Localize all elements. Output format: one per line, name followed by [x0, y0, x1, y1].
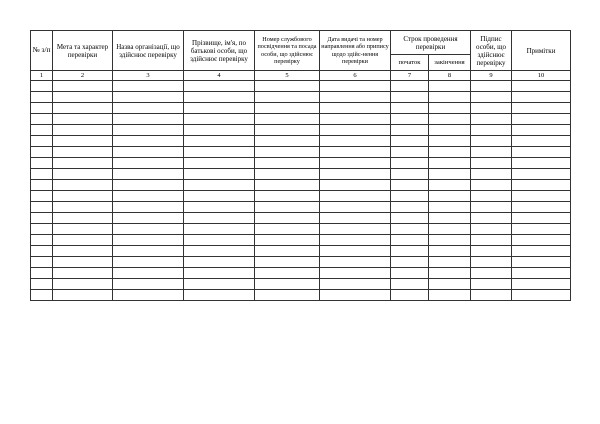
table-row: [31, 125, 571, 136]
empty-cell: [113, 224, 184, 235]
empty-cell: [320, 125, 391, 136]
table-row: [31, 213, 571, 224]
empty-cell: [53, 180, 113, 191]
empty-cell: [429, 246, 471, 257]
empty-cell: [512, 235, 571, 246]
empty-cell: [31, 268, 53, 279]
empty-cell: [429, 147, 471, 158]
empty-cell: [31, 92, 53, 103]
empty-cell: [113, 246, 184, 257]
column-number: 9: [471, 71, 512, 81]
empty-cell: [255, 92, 320, 103]
empty-cell: [471, 114, 512, 125]
empty-cell: [184, 92, 255, 103]
empty-cell: [184, 125, 255, 136]
table-row: [31, 268, 571, 279]
empty-cell: [255, 125, 320, 136]
empty-cell: [471, 158, 512, 169]
empty-cell: [184, 213, 255, 224]
empty-cell: [113, 136, 184, 147]
empty-cell: [429, 169, 471, 180]
empty-cell: [512, 246, 571, 257]
empty-cell: [391, 103, 429, 114]
empty-cell: [255, 213, 320, 224]
empty-cell: [255, 147, 320, 158]
empty-cell: [320, 279, 391, 290]
header-term-group: Строк проведення перевірки: [391, 31, 471, 55]
column-number: 6: [320, 71, 391, 81]
empty-cell: [512, 257, 571, 268]
empty-cell: [320, 224, 391, 235]
empty-cell: [31, 202, 53, 213]
column-number: 4: [184, 71, 255, 81]
empty-cell: [53, 158, 113, 169]
empty-cell: [429, 125, 471, 136]
empty-cell: [471, 103, 512, 114]
empty-cell: [512, 213, 571, 224]
empty-cell: [255, 268, 320, 279]
empty-cell: [184, 103, 255, 114]
empty-cell: [429, 92, 471, 103]
empty-cell: [184, 290, 255, 301]
empty-cell: [53, 235, 113, 246]
empty-cell: [53, 147, 113, 158]
empty-cell: [113, 235, 184, 246]
empty-cell: [255, 169, 320, 180]
empty-cell: [31, 235, 53, 246]
empty-cell: [31, 180, 53, 191]
table-row: [31, 114, 571, 125]
empty-cell: [320, 246, 391, 257]
empty-cell: [31, 191, 53, 202]
empty-cell: [429, 114, 471, 125]
table-row: [31, 191, 571, 202]
empty-cell: [391, 114, 429, 125]
empty-cell: [113, 257, 184, 268]
empty-cell: [184, 279, 255, 290]
empty-cell: [320, 191, 391, 202]
empty-cell: [471, 268, 512, 279]
table-row: [31, 257, 571, 268]
empty-cell: [471, 235, 512, 246]
empty-cell: [184, 158, 255, 169]
empty-cell: [184, 268, 255, 279]
empty-cell: [53, 268, 113, 279]
empty-cell: [391, 92, 429, 103]
empty-cell: [53, 246, 113, 257]
empty-cell: [512, 92, 571, 103]
empty-cell: [113, 103, 184, 114]
empty-cell: [53, 279, 113, 290]
empty-cell: [53, 191, 113, 202]
empty-cell: [391, 235, 429, 246]
empty-cell: [320, 81, 391, 92]
table-row: [31, 279, 571, 290]
header-signature: Підпис особи, що здійснює перевірку: [471, 31, 512, 71]
empty-cell: [512, 191, 571, 202]
empty-cell: [255, 290, 320, 301]
empty-cell: [113, 202, 184, 213]
empty-cell: [255, 158, 320, 169]
table-row: [31, 169, 571, 180]
empty-cell: [320, 268, 391, 279]
empty-cell: [113, 290, 184, 301]
empty-cell: [184, 257, 255, 268]
table-row: [31, 81, 571, 92]
empty-cell: [53, 103, 113, 114]
empty-cell: [31, 290, 53, 301]
empty-cell: [31, 125, 53, 136]
empty-cell: [255, 136, 320, 147]
empty-cell: [31, 81, 53, 92]
table-row: [31, 103, 571, 114]
empty-cell: [512, 224, 571, 235]
empty-cell: [53, 125, 113, 136]
empty-cell: [391, 191, 429, 202]
inspection-log-table: [30, 30, 571, 301]
empty-cell: [320, 92, 391, 103]
empty-cell: [471, 169, 512, 180]
inspection-log-sheet: [30, 30, 570, 301]
empty-cell: [184, 191, 255, 202]
header-organization: Назва організації, що здійснює перевірку: [113, 31, 184, 71]
empty-cell: [53, 136, 113, 147]
empty-cell: [391, 180, 429, 191]
empty-cell: [53, 114, 113, 125]
empty-cell: [512, 158, 571, 169]
empty-cell: [320, 114, 391, 125]
empty-cell: [113, 191, 184, 202]
column-number: 7: [391, 71, 429, 81]
empty-cell: [113, 158, 184, 169]
empty-cell: [391, 213, 429, 224]
header-person-name: Прізвище, ім'я, по батькові особи, що здійснює перевірку: [184, 31, 255, 71]
empty-cell: [391, 158, 429, 169]
empty-cell: [471, 290, 512, 301]
empty-cell: [31, 169, 53, 180]
column-number: 2: [53, 71, 113, 81]
header-term-start: початок: [391, 55, 429, 71]
empty-cell: [31, 224, 53, 235]
header-number: № з/п: [31, 31, 53, 71]
column-number: 1: [31, 71, 53, 81]
empty-cell: [429, 213, 471, 224]
empty-cell: [512, 169, 571, 180]
table-row: [31, 235, 571, 246]
empty-cell: [512, 125, 571, 136]
empty-cell: [391, 169, 429, 180]
empty-cell: [113, 268, 184, 279]
empty-cell: [113, 279, 184, 290]
empty-cell: [429, 290, 471, 301]
empty-cell: [320, 147, 391, 158]
empty-cell: [471, 81, 512, 92]
empty-cell: [429, 136, 471, 147]
empty-cell: [53, 257, 113, 268]
empty-cell: [113, 180, 184, 191]
empty-cell: [429, 257, 471, 268]
empty-cell: [113, 147, 184, 158]
empty-cell: [53, 92, 113, 103]
empty-cell: [255, 202, 320, 213]
empty-cell: [53, 202, 113, 213]
empty-cell: [255, 81, 320, 92]
column-number: 8: [429, 71, 471, 81]
empty-cell: [53, 290, 113, 301]
empty-cell: [184, 224, 255, 235]
empty-cell: [255, 257, 320, 268]
empty-cell: [391, 136, 429, 147]
empty-cell: [391, 279, 429, 290]
empty-cell: [53, 213, 113, 224]
empty-cell: [512, 103, 571, 114]
empty-cell: [429, 279, 471, 290]
empty-cell: [471, 125, 512, 136]
empty-cell: [471, 180, 512, 191]
empty-cell: [113, 169, 184, 180]
empty-cell: [255, 103, 320, 114]
empty-cell: [471, 136, 512, 147]
column-number: 10: [512, 71, 571, 81]
empty-cell: [512, 279, 571, 290]
empty-cell: [391, 81, 429, 92]
header-referral-date-number: Дата видачі та номер направлення або припису щодо здійс-нення перевірки: [320, 31, 391, 71]
table-row: [31, 246, 571, 257]
empty-cell: [429, 81, 471, 92]
empty-cell: [429, 268, 471, 279]
empty-cell: [184, 202, 255, 213]
empty-cell: [113, 81, 184, 92]
empty-cell: [320, 202, 391, 213]
empty-cell: [391, 147, 429, 158]
empty-cell: [429, 158, 471, 169]
table-row: [31, 180, 571, 191]
empty-cell: [429, 235, 471, 246]
table-row: [31, 158, 571, 169]
header-purpose: Мета та характер перевірки: [53, 31, 113, 71]
empty-cell: [184, 169, 255, 180]
column-number: 3: [113, 71, 184, 81]
empty-cell: [184, 136, 255, 147]
empty-cell: [113, 125, 184, 136]
empty-cell: [320, 290, 391, 301]
empty-cell: [471, 213, 512, 224]
table-row: [31, 147, 571, 158]
column-number: 5: [255, 71, 320, 81]
empty-cell: [391, 257, 429, 268]
empty-cell: [31, 136, 53, 147]
empty-cell: [471, 191, 512, 202]
empty-cell: [113, 92, 184, 103]
empty-cell: [184, 180, 255, 191]
empty-cell: [255, 191, 320, 202]
empty-cell: [53, 81, 113, 92]
empty-cell: [31, 246, 53, 257]
empty-cell: [53, 169, 113, 180]
empty-cell: [31, 103, 53, 114]
empty-cell: [113, 213, 184, 224]
empty-cell: [184, 114, 255, 125]
header-notes: Примітки: [512, 31, 571, 71]
table-row: [31, 202, 571, 213]
empty-cell: [255, 279, 320, 290]
empty-cell: [255, 235, 320, 246]
table-row: [31, 290, 571, 301]
empty-cell: [471, 279, 512, 290]
empty-cell: [184, 147, 255, 158]
empty-cell: [320, 158, 391, 169]
header-term-end: закінчення: [429, 55, 471, 71]
empty-cell: [512, 114, 571, 125]
empty-cell: [184, 235, 255, 246]
empty-cell: [391, 290, 429, 301]
empty-cell: [255, 180, 320, 191]
empty-cell: [512, 180, 571, 191]
empty-cell: [429, 191, 471, 202]
empty-cell: [391, 125, 429, 136]
column-number-row: [31, 71, 571, 81]
empty-cell: [255, 224, 320, 235]
empty-cell: [320, 180, 391, 191]
empty-cell: [320, 136, 391, 147]
empty-cell: [429, 103, 471, 114]
empty-cell: [471, 246, 512, 257]
empty-cell: [471, 224, 512, 235]
empty-cell: [429, 180, 471, 191]
empty-cell: [113, 114, 184, 125]
empty-cell: [512, 136, 571, 147]
empty-cell: [512, 81, 571, 92]
empty-cell: [53, 224, 113, 235]
empty-cell: [391, 246, 429, 257]
empty-cell: [320, 257, 391, 268]
empty-cell: [471, 147, 512, 158]
empty-cell: [184, 246, 255, 257]
empty-cell: [512, 202, 571, 213]
table-row: [31, 92, 571, 103]
empty-cell: [391, 224, 429, 235]
empty-cell: [31, 279, 53, 290]
empty-cell: [471, 257, 512, 268]
empty-cell: [320, 213, 391, 224]
empty-cell: [255, 114, 320, 125]
table-row: [31, 136, 571, 147]
empty-cell: [471, 202, 512, 213]
empty-cell: [320, 103, 391, 114]
empty-cell: [429, 202, 471, 213]
empty-cell: [512, 147, 571, 158]
log-body: [31, 71, 571, 301]
empty-cell: [31, 213, 53, 224]
empty-cell: [184, 81, 255, 92]
empty-cell: [320, 235, 391, 246]
empty-cell: [31, 114, 53, 125]
empty-cell: [31, 147, 53, 158]
empty-cell: [31, 257, 53, 268]
empty-cell: [391, 268, 429, 279]
empty-cell: [320, 169, 391, 180]
header-certificate-position: Номер службового посвідчення та посада особи, що здійснює перевірку: [255, 31, 320, 71]
empty-cell: [429, 224, 471, 235]
empty-cell: [471, 92, 512, 103]
empty-cell: [391, 202, 429, 213]
empty-cell: [31, 158, 53, 169]
empty-cell: [512, 290, 571, 301]
empty-cell: [255, 246, 320, 257]
table-row: [31, 224, 571, 235]
empty-cell: [512, 268, 571, 279]
